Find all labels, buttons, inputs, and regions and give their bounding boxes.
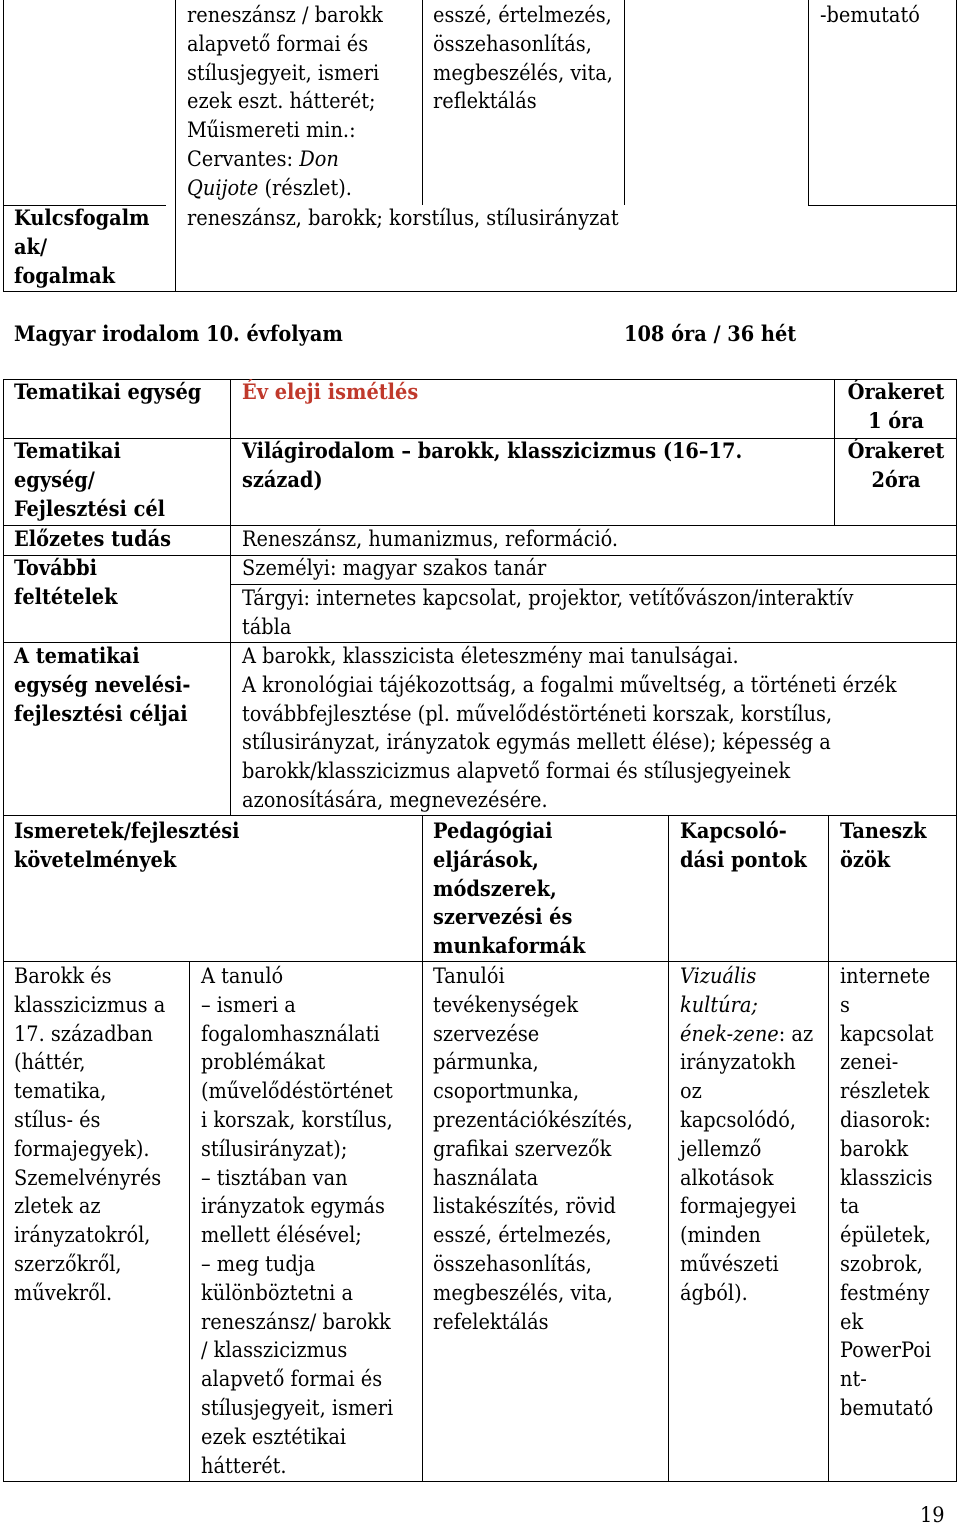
text-line: refelektálás [433,1309,549,1335]
text-line: klasszicizmus a [14,992,166,1018]
text-line: Pedagógiai [433,819,553,844]
top-col2-text [187,2,383,204]
text-line: század) [242,467,323,493]
text-line: / klasszicizmus [201,1338,348,1364]
top-table-rule [808,0,809,205]
text-line: A kronológiai tájékozottság, a fogalmi műveltség, a történeti érzék [242,672,897,698]
text-line: ezek esztétikai [201,1424,347,1450]
italic-text: Don [299,146,339,172]
text-line: klasszicis [840,1165,933,1191]
elozetes-tudas-value: Reneszánsz, humanizmus, reformáció. [242,527,619,552]
text-line: A tematikai [14,644,140,669]
orakeret-value: 1 óra [868,408,924,434]
top-table-rule [422,0,423,205]
szemelyi-feltetel: Személyi: magyar szakos tanár [242,556,547,581]
text-line: A tanuló [201,964,284,989]
tematikai-egyseg-label: Tematikai egység [14,380,202,405]
text-line: bemutató [840,1395,934,1421]
text-line: használata [433,1165,539,1191]
text-line: reflektálás [433,89,537,115]
text-line: Fejlesztési cél [14,496,166,522]
text-line: kapcsolat [840,1021,934,1047]
header-pedagogiai [433,818,585,962]
text-line: mellett élésével; [201,1223,362,1249]
top-table-rule [624,0,625,205]
text-line: megbeszélés, vita, [433,1280,613,1306]
italic-text: kultúra; [680,992,758,1018]
text-line: prezentációkészítés, [433,1107,633,1133]
text-line: Kapcsoló- [680,819,787,844]
text-line: formajegyek). [14,1136,150,1162]
text-run: (részlet). [258,175,352,201]
text-line: nt- [840,1367,867,1393]
text-line: fogalomhasználati [201,1021,380,1047]
req-col-ismeretek [14,963,165,1309]
text-line: Műismereti min.: [187,118,356,144]
text-line: i korszak, korstílus, [201,1107,393,1133]
text-line: művekről. [14,1280,113,1306]
main-table-left-rule [3,379,4,816]
text-line: Ismeretek/fejlesztési [14,819,240,844]
text-line: festmény [840,1280,930,1306]
fejlesztesi-cel-label [14,438,165,524]
text-line: művészeti [680,1251,779,1277]
text-line: fogalmak [14,263,116,289]
text-line: egység nevelési- [14,672,191,698]
text-line: Tanulói [433,964,505,989]
text-line: internete [840,964,931,989]
main-table-rule [230,379,231,816]
text-line: A barokk, klasszicista életeszmény mai tanulságai. [242,644,739,669]
italic-text: ének-zene [680,1021,779,1047]
orakeret-label: Órakeret [847,439,945,464]
targyi-feltetel [242,585,853,643]
text-line: összehasonlítás, [433,1251,592,1277]
text-line: (művelődéstörténet [201,1079,393,1105]
text-line: fejlesztési céljai [14,701,188,727]
text-line: szervezési és [433,905,573,931]
text-line: Kulcsfogalm [14,206,150,231]
text-line: irányzatokról, [14,1223,151,1249]
text-line [680,1021,813,1050]
text-line: További [14,556,97,581]
text-line: ak/ [14,234,48,260]
text-line: reneszánsz/ barokk [201,1309,391,1335]
req-table-rule [668,815,669,1482]
text-line: kapcsolódó, [680,1107,797,1133]
text-line: zletek az [14,1194,101,1220]
text-line: (minden [680,1223,761,1249]
req-table-rule [828,815,829,1482]
text-line: ezek eszt. hátterét; [187,89,376,115]
text-line: ek [840,1309,864,1335]
req-table-left-rule [3,815,4,1482]
text-line: s [840,992,850,1018]
text-line: – ismeri a [201,992,296,1018]
page-number: 19 [920,1503,945,1528]
text-line: Tárgyi: internetes kapcsolat, projektor, vetítővászon/interaktív [242,586,854,611]
text-line: irányzatokh [680,1050,796,1076]
text-line: esszé, értelmezés, [433,3,612,28]
text-line: PowerPoi [840,1338,932,1364]
req-col-taneszkozok [840,963,934,1424]
text-run: : az [778,1021,814,1047]
text-line: diasorok: [840,1107,931,1133]
text-line: tábla [242,614,292,640]
fejlesztesi-cel-value [242,438,742,496]
top-table-left-rule [3,0,4,292]
orakeret-1 [835,379,957,437]
orakeret-label: Órakeret [847,380,945,405]
text-line: különböztetni a [201,1280,353,1306]
text-line: esszé, értelmezés, [433,1223,612,1249]
top-table-rule [808,205,957,206]
text-line: formajegyei [680,1194,797,1220]
text-line: egység/ [14,467,95,493]
top-table-right-rule [956,0,957,292]
text-line: tevékenységek [433,992,579,1018]
text-line: oz [680,1079,702,1105]
text-line: 17. században [14,1021,153,1047]
text-line: csoportmunka, [433,1079,580,1105]
text-line [187,175,383,204]
orakeret-value: 2óra [871,467,921,493]
text-line: Világirodalom – barokk, klasszicizmus (16–17. [242,439,743,464]
text-line: stílus- és [14,1107,101,1133]
text-line: részletek [840,1079,930,1105]
text-line: összehasonlítás, [433,31,592,57]
text-line: módszerek, [433,876,557,902]
text-line: problémákat [201,1050,326,1076]
text-line: stílusjegyeit, ismeri [187,60,380,86]
text-line: dási pontok [680,847,807,873]
top-col3-text [433,2,613,117]
req-table-bottom-rule [3,1481,957,1482]
text-line: barokk [840,1136,909,1162]
text-line: Barokk és [14,964,112,989]
req-table-rule [189,961,190,1482]
text-line: grafikai szervezők [433,1136,612,1162]
text-run: Cervantes: [187,146,300,172]
text-line: jellemző [680,1136,762,1162]
header-taneszkozok [840,818,927,876]
text-line: irányzatok egymás [201,1194,385,1220]
kulcsfogalmak-value: reneszánsz, barokk; korstílus, stílusirányzat [187,206,619,231]
nevelesi-celok-label [14,643,190,729]
text-line: özök [840,847,891,873]
text-line: Szemelvényrés [14,1165,162,1191]
text-line: stílusjegyeit, ismeri [201,1395,394,1421]
text-line: megbeszélés, vita, [433,60,613,86]
nevelesi-celok-value [242,643,897,816]
text-line: stílusirányzat); [201,1136,348,1162]
kulcsfogalmak-label [14,205,150,291]
top-table-rule [175,0,176,292]
text-line: továbbfejlesztése (pl. művelődéstörténeti korszak, korstílus, [242,701,833,727]
text-line: stílusirányzat, irányzatok egymás mellett élése); képesség a [242,730,831,756]
text-line: listakészítés, rövid [433,1194,616,1220]
text-line: reneszánsz / barokk [187,3,383,28]
text-line: tematika, [14,1079,107,1105]
header-kapcsolodasi [680,818,807,876]
text-line: szobrok, [840,1251,923,1277]
italic-text: Quijote [187,175,259,201]
text-line: szervezése [433,1021,540,1047]
req-col-kapcsolodasi [680,963,813,1309]
text-line: azonosítására, megnevezésére. [242,787,548,813]
tematikai-egyseg-value: Év eleji ismétlés [242,380,419,405]
text-line: eljárások, [433,847,539,873]
text-line: – meg tudja [201,1251,316,1277]
top-col5-text: -bemutató [820,3,920,28]
text-line [187,146,383,175]
text-line: munkaformák [433,934,586,960]
orakeret-2 [835,438,957,496]
text-line: alapvető formai és [201,1367,383,1393]
page-heading-hours: 108 óra / 36 hét [624,322,797,347]
text-line: követelmények [14,847,177,873]
header-ismeretek [14,818,240,876]
text-line: Taneszk [840,819,927,844]
req-col-kovetelmenyek [201,963,393,1481]
text-line: barokk/klasszicizmus alapvető formai és stílusjegyeinek [242,759,791,785]
italic-text: Vizuális [680,964,757,989]
page-heading-subject: Magyar irodalom 10. évfolyam [14,322,343,347]
text-line: épületek, [840,1223,931,1249]
text-line: ta [840,1194,860,1220]
text-line: alkotások [680,1165,774,1191]
text-line: – tisztában van [201,1165,348,1191]
text-line: Tematikai [14,439,121,464]
text-line: hátterét. [201,1453,287,1479]
text-line: zenei- [840,1050,899,1076]
text-line: (háttér, [14,1050,86,1076]
text-line: feltételek [14,584,118,610]
text-line: alapvető formai és [187,31,369,57]
text-line: szerzőkről, [14,1251,122,1277]
req-table-rule [422,815,423,1482]
req-table-right-rule [956,815,957,1482]
req-col-pedagogiai [433,963,633,1337]
text-line: pármunka, [433,1050,539,1076]
tovabbi-feltetelek-label [14,555,118,613]
text-line: ágból). [680,1280,748,1306]
elozetes-tudas-label: Előzetes tudás [14,527,172,552]
